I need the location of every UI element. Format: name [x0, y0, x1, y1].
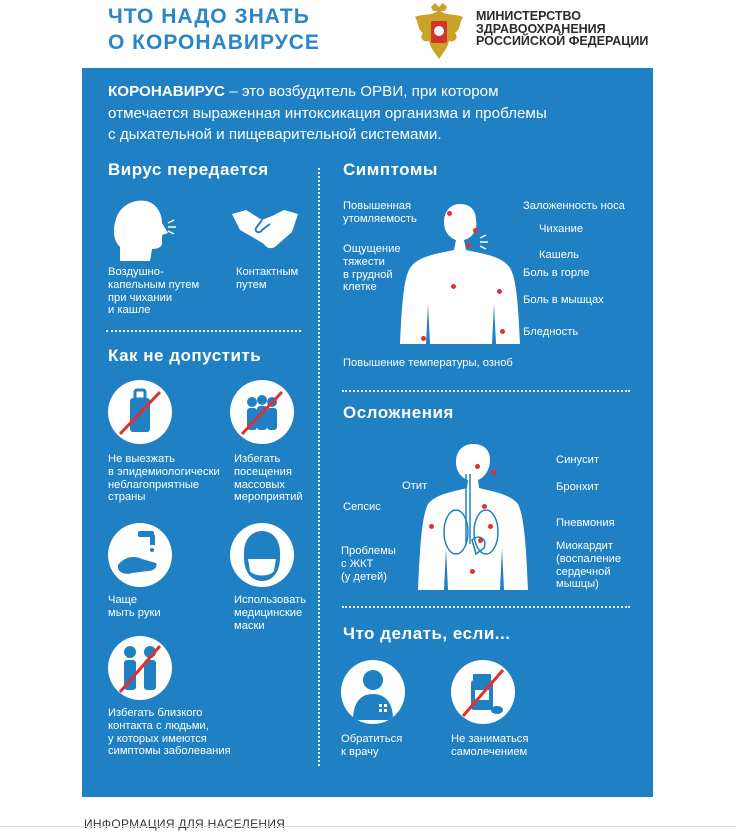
see-doctor-line: к врачу — [341, 745, 379, 758]
intro-text — [108, 81, 633, 146]
crowd-crossed-icon — [230, 380, 294, 444]
fatigue-line: утомляемость — [343, 212, 417, 225]
handshake-icon — [232, 206, 298, 250]
contact-transmission-label — [236, 266, 298, 292]
no-self-treatment-line: самолечением — [451, 745, 528, 758]
footer-divider — [0, 826, 736, 827]
myocarditis-label — [556, 540, 621, 591]
wash-hands-line: Чаще — [108, 594, 137, 606]
complication-marker — [475, 464, 480, 469]
pills-crossed-icon — [451, 660, 515, 724]
complication-marker — [491, 470, 496, 475]
complication-marker — [488, 524, 493, 529]
cough-label: Кашель — [539, 249, 579, 261]
symptom-marker — [421, 336, 426, 341]
ministry-line-1: МИНИСТЕРСТВО — [476, 9, 581, 23]
see-doctor-line: Обратиться — [341, 733, 403, 745]
doctor-icon — [341, 660, 405, 724]
complication-marker — [429, 524, 434, 529]
chest-line: тяжести — [343, 255, 385, 268]
myocarditis-line: сердечной — [556, 565, 611, 578]
intro-line-2: отмечается выраженная интоксикация организма и проблемы — [108, 104, 547, 122]
airborne-label — [108, 266, 199, 317]
avoid-contact-line: симптомы заболевания — [108, 745, 231, 758]
complication-marker — [478, 538, 483, 543]
contact-line: путем — [236, 278, 267, 291]
pneumonia-label: Пневмония — [556, 517, 615, 529]
suitcase-crossed-icon — [108, 380, 172, 444]
hand-washing-icon — [108, 523, 172, 587]
airborne-line: при чихании — [108, 291, 173, 304]
symptom-marker — [497, 289, 502, 294]
gi-line: с ЖКТ — [341, 557, 374, 570]
use-mask-label — [234, 594, 306, 632]
no-travel-line: Не выезжать — [108, 453, 175, 465]
symptom-marker — [500, 329, 505, 334]
symptom-marker — [451, 284, 456, 289]
title-line-1: ЧТО НАДО ЗНАТЬ — [108, 5, 310, 28]
nasal-congestion-label: Заложенность носа — [523, 200, 625, 212]
contact-line: Контактным — [236, 266, 299, 278]
symptoms-heading: Симптомы — [343, 160, 438, 179]
fatigue-line: Повышенная — [343, 200, 412, 212]
wash-hands-line: мыть руки — [108, 606, 161, 619]
avoid-contact-line: у которых имеются — [108, 732, 207, 745]
airborne-line: капельным путем — [108, 278, 200, 291]
avoid-crowds-line: Избегать — [234, 453, 281, 465]
wash-hands-label — [108, 594, 161, 620]
chest-line: Ощущение — [343, 243, 401, 255]
avoid-crowds-label — [234, 453, 303, 504]
airborne-line: и кашле — [108, 304, 151, 317]
vertical-divider — [318, 168, 320, 766]
fever-label: Повышение температуры, озноб — [343, 357, 513, 369]
page-title — [108, 4, 320, 56]
symptom-marker — [466, 243, 471, 248]
use-mask-line: медицинские — [234, 606, 303, 619]
avoid-crowds-line: мероприятий — [234, 491, 303, 504]
right-divider-2 — [342, 606, 630, 608]
emblem-icon — [409, 3, 469, 61]
footer-caption: ИНФОРМАЦИЯ ДЛЯ НАСЕЛЕНИЯ — [84, 817, 286, 831]
chest-heaviness-label — [343, 243, 401, 294]
myocarditis-line: (воспаление — [556, 552, 622, 565]
myocarditis-line: Миокардит — [556, 540, 614, 552]
no-self-treatment-line: Не заниматься — [451, 733, 529, 745]
sinusitis-label: Синусит — [556, 454, 599, 466]
no-travel-label — [108, 453, 220, 504]
avoid-contact-label — [108, 707, 231, 758]
no-self-treatment-label — [451, 733, 528, 759]
use-mask-line: Использовать — [234, 594, 306, 606]
gi-line: Проблемы — [341, 545, 396, 557]
gi-line: (у детей) — [341, 570, 388, 583]
sepsis-label: Сепсис — [343, 501, 381, 513]
intro-line-1-rest: – это возбудитель ОРВИ, при котором — [225, 83, 499, 100]
avoid-crowds-line: массовых — [234, 478, 286, 491]
otitis-label: Отит — [402, 480, 428, 492]
sore-throat-label: Боль в горле — [523, 267, 590, 279]
chest-line: клетке — [343, 281, 377, 294]
prevention-heading: Как не допустить — [108, 346, 262, 365]
muscle-pain-label: Боль в мышцах — [523, 294, 604, 306]
avoid-contact-line: контакта с людьми, — [108, 719, 209, 732]
ministry-line-3: РОССИЙСКОЙ ФЕДЕРАЦИИ — [476, 34, 649, 48]
transmission-heading: Вирус передается — [108, 160, 269, 179]
airborne-line: Воздушно- — [108, 266, 164, 278]
myocarditis-line: мышцы) — [556, 578, 599, 591]
intro-term: КОРОНАВИРУС — [108, 83, 225, 100]
complication-marker — [482, 504, 487, 509]
medical-mask-icon — [230, 523, 294, 587]
ministry-line-2: ЗДРАВООХРАНЕНИЯ — [476, 21, 606, 36]
no-travel-line: в эпидемиологически — [108, 465, 220, 478]
use-mask-line: маски — [234, 619, 265, 632]
avoid-contact-line: Избегать близкого — [108, 707, 203, 719]
human-torso-icon — [396, 204, 524, 348]
intro-line-1 — [108, 81, 633, 103]
gi-problems-label — [341, 545, 396, 583]
action-heading: Что делать, если... — [343, 624, 511, 643]
no-travel-line: неблагоприятные — [108, 478, 200, 491]
chest-line: в грудной — [343, 268, 393, 281]
symptom-marker — [473, 228, 478, 233]
right-divider-1 — [342, 390, 630, 392]
avoid-crowds-line: посещения — [234, 465, 292, 478]
pallor-label: Бледность — [523, 326, 579, 338]
no-travel-line: страны — [108, 491, 146, 504]
sneezing-head-icon — [110, 197, 180, 261]
complication-marker — [470, 569, 475, 574]
see-doctor-label — [341, 733, 402, 759]
intro-line-3: с дыхательной и пищеварительной системами. — [108, 126, 442, 143]
symptom-marker — [447, 211, 452, 216]
complications-heading: Осложнения — [343, 403, 454, 422]
sneezing-label: Чихание — [539, 223, 584, 235]
bronchitis-label: Бронхит — [556, 481, 599, 493]
left-divider-1 — [106, 330, 301, 332]
title-line-2: О КОРОНАВИРУСЕ — [108, 31, 320, 54]
people-crossed-icon — [108, 636, 172, 700]
fatigue-label — [343, 200, 417, 226]
ministry-name — [476, 10, 648, 48]
